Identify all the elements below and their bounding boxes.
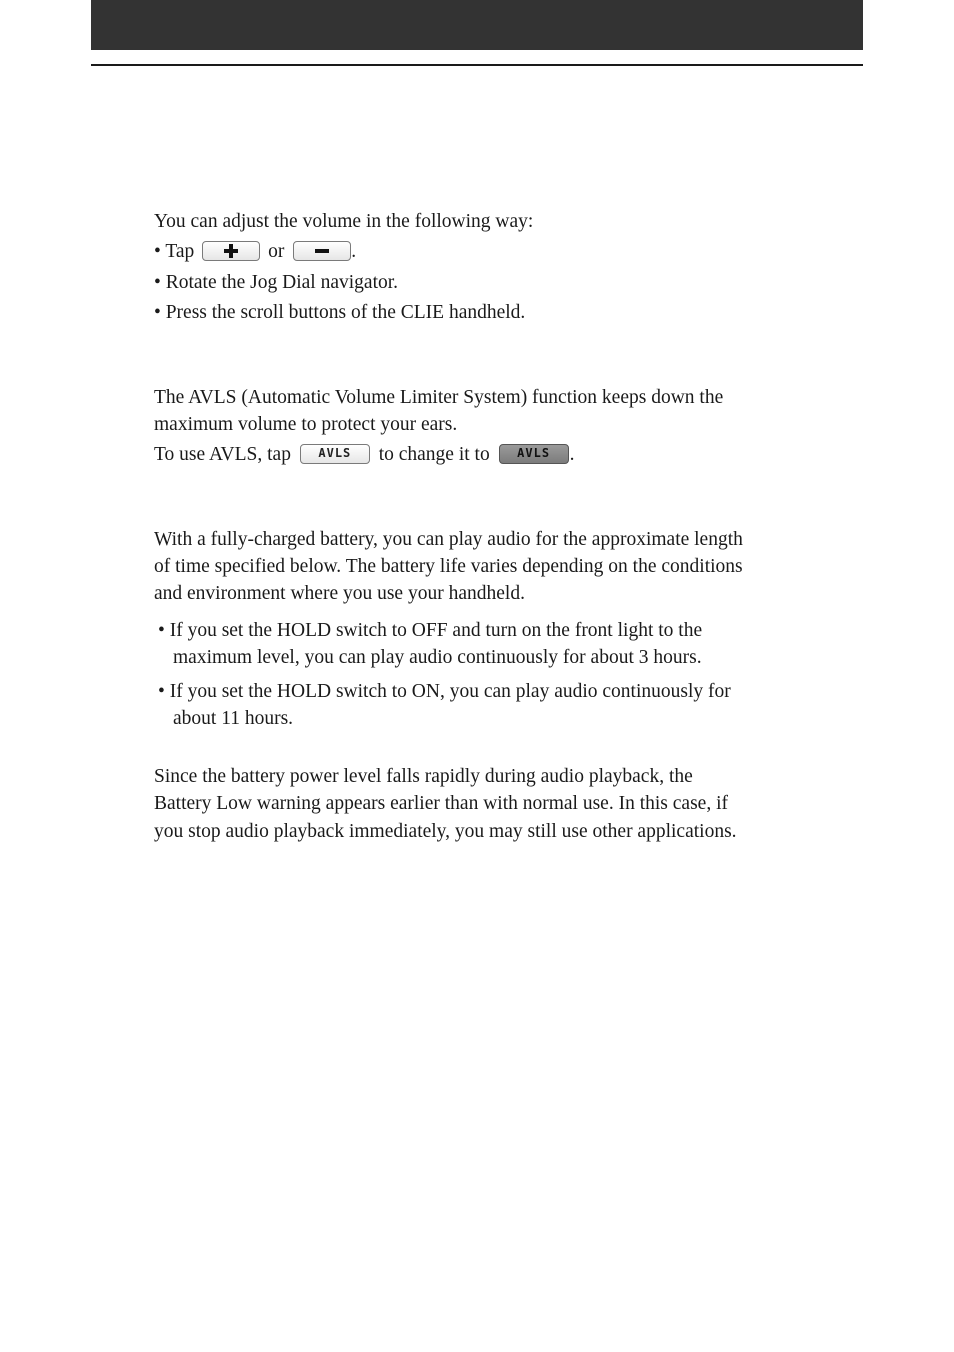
avls-use-prefix: To use AVLS, tap — [154, 444, 291, 465]
tap-or: or — [268, 241, 285, 262]
battery-para-line3: and environment where you use your handheld. — [154, 583, 525, 604]
header-rule — [91, 64, 863, 66]
plus-icon — [222, 243, 240, 259]
note-line1: Since the battery power level falls rapidly during audio playback, the — [154, 766, 693, 787]
avls-para-line2: maximum volume to protect your ears. — [154, 414, 458, 435]
avls-button-on[interactable]: AVLS — [499, 444, 569, 464]
battery-item2-line1: • If you set the HOLD switch to ON, you can play audio continuously for — [158, 681, 731, 702]
avls-use-end: . — [569, 444, 575, 465]
battery-item1-line1: • If you set the HOLD switch to OFF and turn on the front light to the — [158, 620, 703, 641]
avls-use-line — [154, 441, 574, 468]
avls-para-line1: The AVLS (Automatic Volume Limiter System) function keeps down the — [154, 387, 724, 408]
battery-para-line2: of time specified below. The battery life varies depending on the conditions — [154, 556, 743, 577]
volume-bullet-jog: • Rotate the Jog Dial navigator. — [154, 272, 399, 293]
avls-use-middle: to change it to — [378, 444, 490, 465]
minus-icon — [313, 243, 331, 259]
note-line2: Battery Low warning appears earlier than with normal use. In this case, if — [154, 793, 728, 814]
battery-item1-line2: maximum level, you can play audio continuously for about 3 hours. — [173, 647, 702, 668]
note-line3: you stop audio playback immediately, you may still use other applications. — [154, 821, 737, 842]
battery-item2-line2: about 11 hours. — [173, 708, 294, 729]
header-bar — [91, 0, 863, 50]
volume-up-button[interactable] — [202, 241, 260, 261]
volume-down-button[interactable] — [293, 241, 351, 261]
avls-button-off[interactable]: AVLS — [300, 444, 370, 464]
battery-para-line1: With a fully-charged battery, you can play audio for the approximate length — [154, 529, 743, 550]
volume-intro: You can adjust the volume in the following way: — [154, 211, 534, 232]
volume-bullet-scroll: • Press the scroll buttons of the CLIE handheld. — [154, 302, 526, 323]
volume-tap-line — [154, 238, 356, 265]
tap-prefix: • Tap — [154, 241, 195, 262]
tap-end: . — [351, 241, 357, 262]
